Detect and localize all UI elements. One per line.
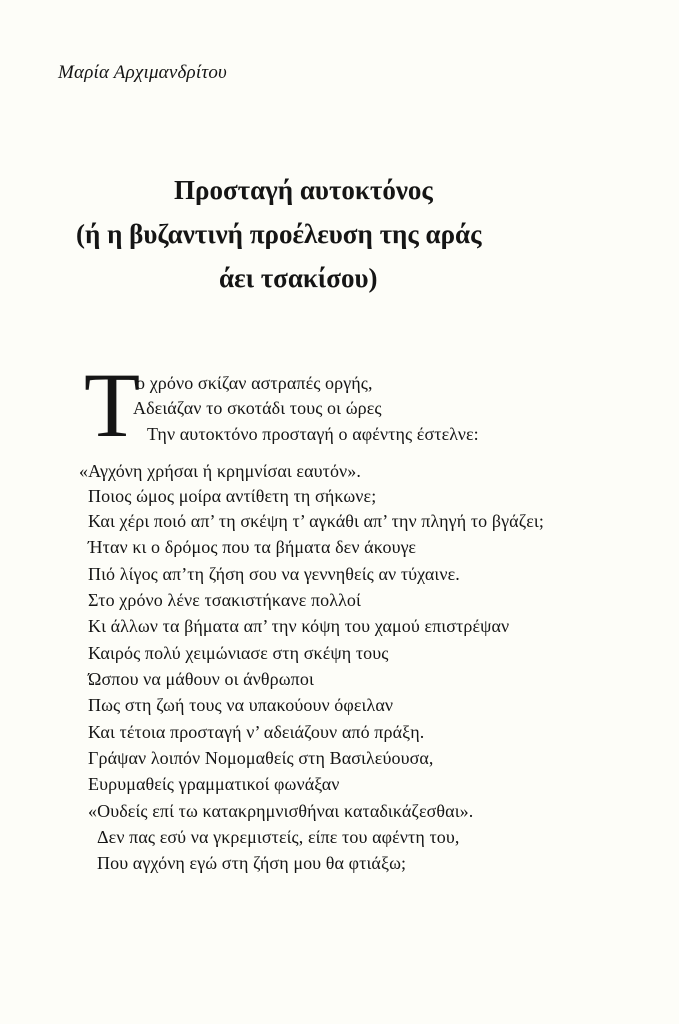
poem-title (40, 168, 640, 300)
poem-line-7: Ήταν κι ο δρόμος που τα βήματα δεν άκουγε (88, 537, 416, 557)
drop-cap: Τ (84, 366, 141, 442)
poem-line-1: ο χρόνο σκίζαν αστραπές οργής, (136, 373, 373, 393)
poem-line-11: Καιρός πολύ χειμώνιασε στη σκέψη τους (88, 643, 389, 663)
poem-line-6: Και χέρι ποιό απ’ τη σκέψη τ’ αγκάθι απ’ την πληγή το βγάζει; (88, 511, 544, 531)
title-line-1: Προσταγή αυτοκτόνος (174, 175, 433, 205)
poem-line-10: Κι άλλων τα βήματα απ’ την κόψη του χαμού επιστρέψαν (88, 616, 510, 636)
poem-line-5: Ποιος ώμος μοίρα αντίθετη τη σήκωνε; (88, 486, 377, 506)
poem-line-15: Γράψαν λοιπόν Νομομαθείς στη Βασιλεύουσα, (88, 748, 434, 768)
poem-line-4: «Αγχόνη χρήσαι ή κρημνίσαι εαυτόν». (79, 461, 361, 481)
poem-line-19: Που αγχόνη εγώ στη ζήση μου θα φτιάξω; (97, 853, 407, 873)
poem-line-9: Στο χρόνο λένε τσακιστήκανε πολλοί (88, 590, 361, 610)
running-head-author: Μαρία Αρχιμανδρίτου (58, 62, 227, 83)
poem-line-2: Αδειάζαν το σκοτάδι τους οι ώρες (133, 398, 382, 418)
title-line-3: άει τσακίσου) (219, 263, 378, 293)
poem-line-12: Ώσπου να μάθουν οι άνθρωποι (88, 669, 314, 689)
poem-line-18: Δεν πας εσύ να γκρεμιστείς, είπε του αφέντη του, (97, 827, 460, 847)
poem-line-8: Πιό λίγος απ’τη ζήση σου να γεννηθείς αν τύχαινε. (88, 564, 460, 584)
poem-line-3: Την αυτοκτόνο προσταγή ο αφέντης έστελνε: (147, 424, 479, 444)
poem-line-13: Πως στη ζωή τους να υπακούουν όφειλαν (88, 695, 394, 715)
poem-line-16: Ευρυμαθείς γραμματικοί φωνάξαν (88, 774, 340, 794)
poem-line-17: «Ουδείς επί τω κατακρημνισθήναι καταδικάζεσθαι». (88, 801, 474, 821)
title-line-2: (ή η βυζαντινή προέλευση της αράς (76, 219, 482, 249)
poem-line-14: Και τέτοια προσταγή ν’ αδειάζουν από πράξη. (88, 722, 425, 742)
